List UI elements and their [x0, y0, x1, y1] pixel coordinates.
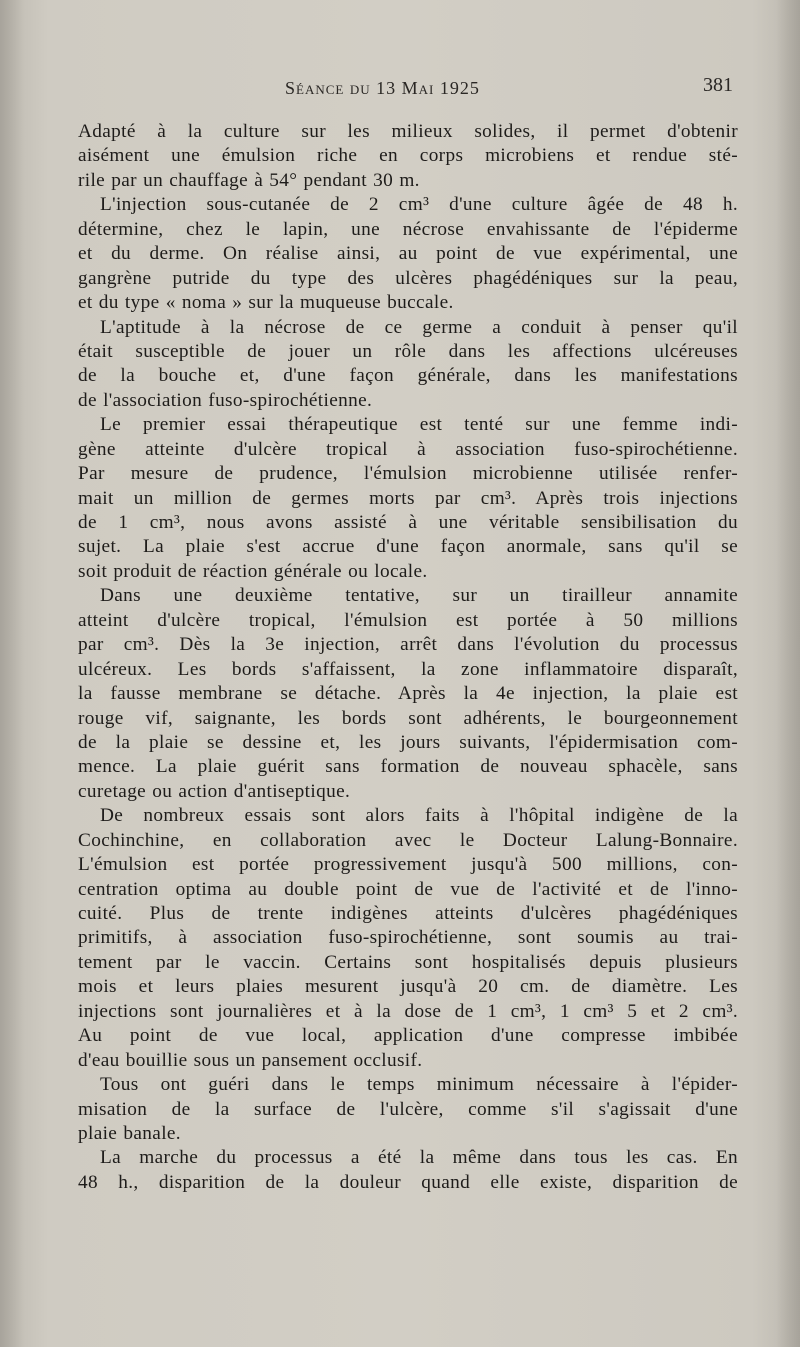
- page-gutter-shadow: [0, 0, 24, 1347]
- text-line: Au point de vue local, application d'une compresse imbibée: [78, 1025, 738, 1047]
- text-line: gène atteinte d'ulcère tropical à association fuso-spirochétienne.: [78, 438, 738, 460]
- body-text: [78, 120, 738, 1195]
- text-line: plaie banale.: [78, 1122, 181, 1144]
- text-line: Cochinchine, en collaboration avec le Docteur Lalung-Bonnaire.: [78, 829, 738, 851]
- text-line: gangrène putride du type des ulcères phagédéniques sur la peau,: [78, 267, 738, 289]
- text-line: de 1 cm³, nous avons assisté à une véritable sensibilisation du: [78, 512, 738, 533]
- text-line: L'émulsion est portée progressivement jusqu'à 500 millions, con-: [78, 854, 738, 876]
- page-edge-shadow: [776, 0, 800, 1347]
- text-line: Adapté à la culture sur les milieux solides, il permet d'obtenir: [78, 121, 738, 142]
- text-line: 48 h., disparition de la douleur quand elle existe, disparition de: [78, 1171, 738, 1193]
- text-line: L'injection sous-cutanée de 2 cm³ d'une culture âgée de 48 h.: [100, 194, 738, 216]
- text-line: et du derme. On réalise ainsi, au point de vue expérimental, une: [78, 243, 738, 265]
- text-line: d'eau bouillie sous un pansement occlusif.: [78, 1049, 423, 1071]
- text-line: de l'association fuso-spirochétienne.: [78, 389, 373, 411]
- text-line: curetage ou action d'antiseptique.: [78, 780, 351, 802]
- text-line: de la bouche et, d'une façon générale, dans les manifestations: [78, 365, 738, 387]
- text-line: atteint d'ulcère tropical, l'émulsion est portée à 50 millions: [78, 609, 738, 631]
- text-line: rouge vif, saignante, les bords sont adhérents, le bourgeonnement: [78, 707, 738, 729]
- text-line: Tous ont guéri dans le temps minimum nécessaire à l'épider-: [100, 1074, 738, 1096]
- text-line: centration optima au double point de vue de l'activité et de l'inno-: [78, 878, 738, 900]
- text-line: De nombreux essais sont alors faits à l'hôpital indigène de la: [100, 805, 738, 827]
- text-line: la fausse membrane se détache. Après la 4e injection, la plaie est: [78, 683, 738, 705]
- text-line: Par mesure de prudence, l'émulsion microbienne utilisée renfer-: [78, 463, 738, 485]
- text-line: Le premier essai thérapeutique est tenté sur une femme indi-: [100, 414, 738, 436]
- text-line: cuité. Plus de trente indigènes atteints d'ulcères phagédéniques: [78, 903, 738, 924]
- text-line: était susceptible de jouer un rôle dans les affections ulcéreuses: [78, 340, 738, 362]
- text-line: injections sont journalières et à la dose de 1 cm³, 1 cm³ 5 et 2 cm³.: [78, 1000, 738, 1022]
- running-head: Séance du 13 Mai 1925: [285, 78, 480, 98]
- text-line: par cm³. Dès la 3e injection, arrêt dans l'évolution du processus: [78, 634, 738, 656]
- text-line: tement par le vaccin. Certains sont hospitalisés depuis plusieurs: [78, 951, 738, 973]
- text-line: et du type « noma » sur la muqueuse buccale.: [78, 292, 454, 314]
- text-line: mence. La plaie guérit sans formation de nouveau sphacèle, sans: [78, 756, 738, 778]
- text-line: rile par un chauffage à 54° pendant 30 m.: [78, 169, 420, 191]
- page-header: [80, 72, 735, 106]
- text-line: de la plaie se dessine et, les jours suivants, l'épidermisation com-: [78, 731, 738, 753]
- text-line: Dans une deuxième tentative, sur un tirailleur annamite: [100, 585, 738, 607]
- text-line: sujet. La plaie s'est accrue d'une façon anormale, sans qu'il se: [78, 536, 738, 558]
- page-number: 381: [703, 74, 733, 96]
- text-line: misation de la surface de l'ulcère, comme s'il s'agissait d'une: [78, 1098, 738, 1120]
- text-line: détermine, chez le lapin, une nécrose envahissante de l'épiderme: [78, 218, 738, 240]
- text-line: L'aptitude à la nécrose de ce germe a conduit à penser qu'il: [100, 316, 738, 338]
- text-line: aisément une émulsion riche en corps microbiens et rendue sté-: [78, 145, 738, 167]
- text-line: primitifs, à association fuso-spirochétienne, sont soumis au trai-: [78, 927, 738, 949]
- text-line: mait un million de germes morts par cm³. Après trois injections: [78, 487, 738, 509]
- text-line: mois et leurs plaies mesurent jusqu'à 20 cm. de diamètre. Les: [78, 976, 738, 998]
- text-line: ulcéreux. Les bords s'affaissent, la zone inflammatoire disparaît,: [78, 658, 738, 680]
- text-line: soit produit de réaction générale ou locale.: [78, 560, 428, 582]
- text-line: La marche du processus a été la même dans tous les cas. En: [100, 1147, 738, 1169]
